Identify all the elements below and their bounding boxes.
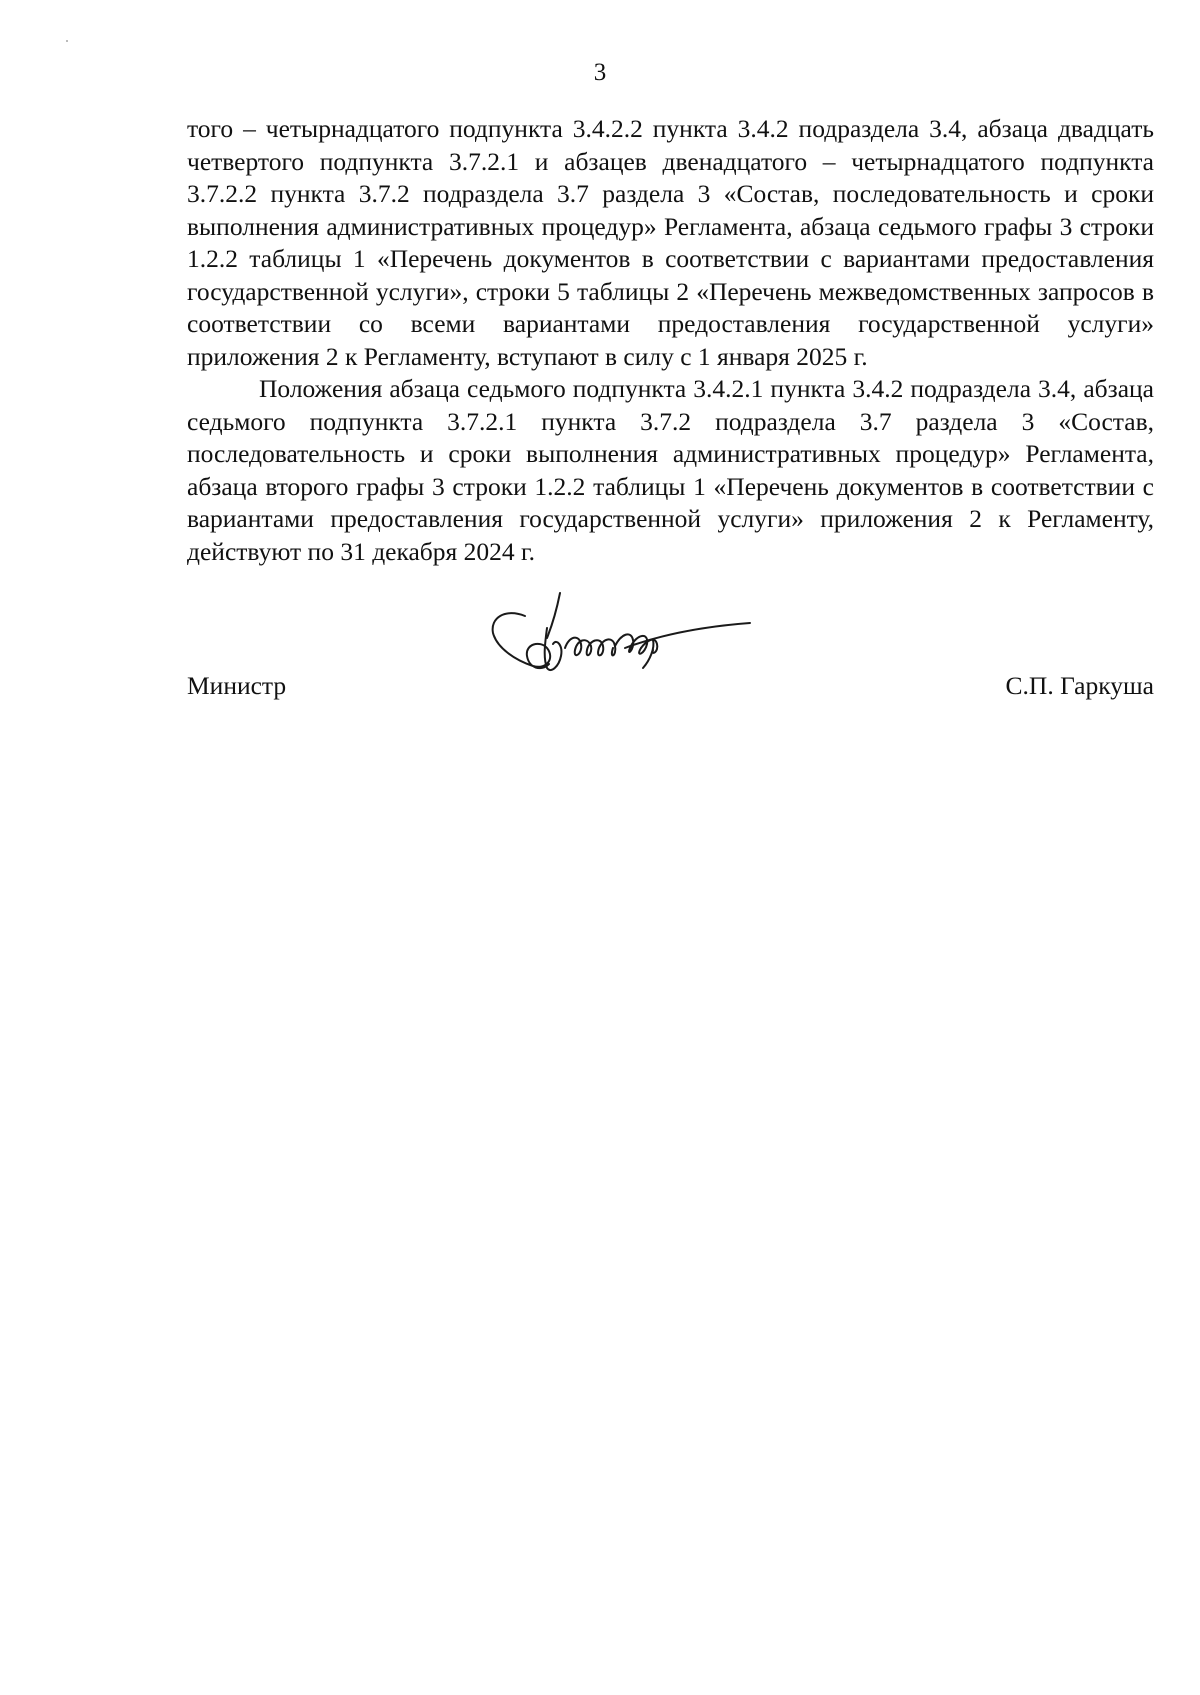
document-body — [187, 113, 1154, 568]
paragraph-continuation: того – четырнадцатого подпункта 3.4.2.2 пункта 3.4.2 подраздела 3.4, абзаца двадцать четвертого подпункта 3.7.2.1 и абзацев двенадцатого – четырнадцатого подпункта 3.7.2.2 пункта 3.7.2 подраздела 3.7 раздела 3 «Состав, последовательность и сроки выполнения административных процедур» Регламента, абзаца седьмого графы 3 строки 1.2.2 таблицы 1 «Перечень документов в соответствии с вариантами предоставления государственной услуги», строки 5 таблицы 2 «Перечень межведомственных запросов в соответствии со всеми вариантами предоставления государственной услуги» приложения 2 к Регламенту, вступают в силу с 1 января 2025 г. — [187, 114, 1154, 371]
handwritten-signature — [485, 588, 785, 738]
paragraph-provisions: Положения абзаца седьмого подпункта 3.4.2.1 пункта 3.4.2 подраздела 3.4, абзаца седьмого подпункта 3.7.2.1 пункта 3.7.2 подраздела 3.7 раздела 3 «Состав, последовательность и сроки выполнения административных процедур» Регламента, абзаца второго графы 3 строки 1.2.2 таблицы 1 «Перечень документов в соответствии с вариантами предоставления государственной услуги» приложения 2 к Регламенту, действуют по 31 декабря 2024 г. — [187, 374, 1154, 566]
page-number: 3 — [593, 59, 607, 86]
signer-title: Министр — [187, 671, 287, 700]
scan-speck — [66, 40, 68, 42]
signer-name: С.П. Гаркуша — [1005, 671, 1154, 700]
